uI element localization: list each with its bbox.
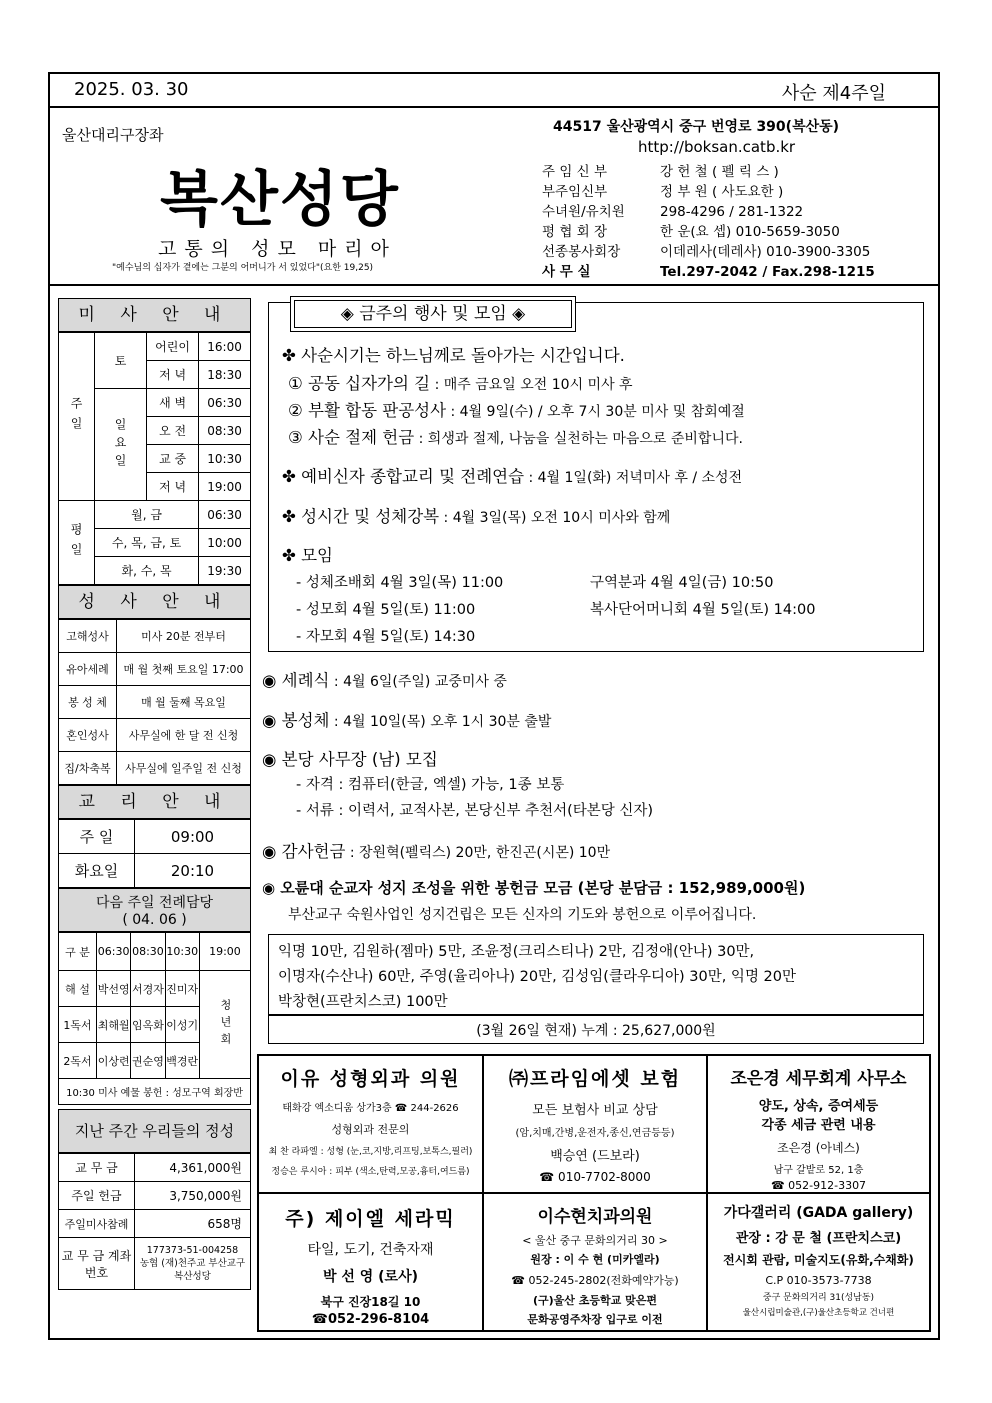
duty-table: 구 분 06:30 08:30 10:30 19:00 해 설 박선영 서경자 진미자 청년회 1독서 최해월 임옥화 이성기 2독서 이상련 권순영 백경란 10:30 미사 예물 봉헌 : 성모구역 회장반	[58, 932, 251, 1105]
staff-row: 수녀원/유치원 298-4296 / 281-1322	[542, 204, 804, 220]
sat-label: 토	[95, 333, 147, 389]
sunday-label: 주일	[59, 333, 95, 501]
patron: 고통의 성모 마리아	[158, 238, 397, 260]
catechism-title: 교 리 안 내	[58, 785, 251, 819]
meeting-item: - 성모회 4월 5일(토) 11:00	[296, 602, 476, 618]
header-divider	[50, 284, 938, 286]
thanks-notice: ◉ 감사헌금 : 장원혁(펠릭스) 20만, 한진곤(시몬) 10만	[262, 842, 611, 861]
duty-note: 10:30 미사 예물 봉헌 : 성모구역 회장반	[59, 1079, 251, 1105]
meeting-item: 복사단어머니회 4월 5일(토) 14:00	[590, 602, 816, 618]
lent-item: ③ 사순 절제 헌금 : 희생과 절제, 나눔을 실천하는 마음으로 준비합니다.	[288, 428, 743, 447]
header-divider	[50, 106, 938, 108]
recruit-line: - 서류 : 이력서, 교적사본, 본당신부 추천서(타본당 신자)	[296, 803, 654, 819]
holyhour-event: ✤ 성시간 및 성체강복 : 4월 3일(목) 오전 10시 미사와 함께	[282, 507, 671, 526]
bulletin-date: 2025. 03. 30	[74, 79, 189, 100]
offering-title: 지난 주간 우리들의 정성	[58, 1109, 251, 1153]
events-title: ◈ 금주의 행사 및 모임 ◈	[290, 296, 576, 332]
ads-section	[257, 1054, 931, 1332]
meeting-heading: ✤ 모임	[282, 546, 333, 565]
meeting-item: - 성체조배회 4월 3일(목) 11:00	[296, 575, 504, 591]
staff-row: 선종봉사회장 이데레사(데레사) 010-3900-3305	[542, 244, 871, 260]
duty-header: 다음 주일 전례담당 ( 04. 06 )	[58, 888, 251, 932]
ad-clinic: 이유 성형외과 의원 태화강 엑소디움 상가3층 ☎ 244-2626 성형외과 전문의 최 찬 라파엘 : 성형 (눈,코,지방,리프팅,보톡스,필러) 정승은 루시아 : 피부 (색소,탄력,모공,흉터,여드름)	[258, 1055, 483, 1193]
staff-row: 주 임 신 부 강 헌 철 ( 펠 릭 스 )	[542, 164, 779, 180]
donor-line: 익명 10만, 김원하(젬마) 5만, 조윤정(크리스티나) 2만, 김정애(안나) 30만,	[278, 944, 755, 960]
lent-item: ① 공동 십자가의 길 : 매주 금요일 오전 10시 미사 후	[288, 374, 633, 393]
ad-gallery: 가다갤러리 (GADA gallery) 관장 : 강 문 철 (프란치스코) 전시회 관람, 미술지도(유화,수채화) C.P 010-3573-7738 중구 문화의거리 31(성남동) 울산시립미술관,(구)울산초등학교 건너편	[707, 1193, 930, 1331]
donor-line: 이명자(수산나) 60만, 주영(율리아나) 20만, 김성임(클라우디아) 30만, 익명 20만	[278, 969, 797, 985]
bulletin-frame	[48, 72, 940, 1340]
recruit-heading: ◉ 본당 사무장 (남) 모집	[262, 750, 438, 769]
mass-title: 미 사 안 내	[58, 298, 251, 332]
youth-group: 청년회	[199, 971, 250, 1079]
communion-notice: ◉ 봉성체 : 4월 10일(목) 오후 1시 30분 출발	[262, 711, 552, 730]
quote: "예수님의 십자가 곁에는 그분의 어머니가 서 있었다"(요한 19,25)	[112, 263, 374, 273]
meeting-item: - 자모회 4월 5일(토) 14:30	[296, 629, 476, 645]
liturgical-week: 사순 제4주일	[781, 83, 886, 104]
lent-heading: ✤ 사순시기는 하느님께로 돌아가는 시간입니다.	[282, 346, 625, 365]
weekday-label: 평일	[59, 501, 95, 585]
sacrament-table: 고해성사 미사 20분 전부터 유아세례 매 월 첫째 토요일 17:00 봉 성 체 매 월 둘째 목요일 혼인성사 사무실에 한 달 전 신청 집/차축복 사무실에 일주일 전 신청	[58, 619, 251, 785]
ad-ceramic: 주) 제이엘 세라믹 타일, 도기, 건축자재 박 선 영 (로사) 북구 진장18길 10 ☎052-296-8104	[258, 1193, 483, 1331]
staff-row: 사 무 실 Tel.297-2042 / Fax.298-1215	[542, 264, 875, 280]
shrine-text: 부산교구 숙원사업인 성지건립은 모든 신자의 기도와 봉헌으로 이루어집니다.	[288, 907, 757, 923]
donation-total: (3월 26일 현재) 누계 : 25,627,000원	[476, 1023, 716, 1039]
staff-row: 평 협 회 장 한 운(요 셉) 010-5659-3050	[542, 224, 840, 240]
left-column	[58, 298, 251, 1290]
address: 44517 울산광역시 중구 번영로 390(복산동)	[553, 119, 840, 135]
website-link[interactable]: http://boksan.catb.kr	[638, 138, 796, 156]
catechism-table: 주 일 09:00 화요일 20:10	[58, 819, 251, 888]
sacrament-title: 성 사 안 내	[58, 585, 251, 619]
mass-table: 주일 토 어린이 16:00 저 녁 18:30 일요일 새 벽 06:30 오 전 08:30 교 중 10:30 저 녁 19:00 평일 월, 금 06:30 수, 목, 금, 토 10:00 화, 수, 목 19:30	[58, 332, 251, 585]
offering-table: 교 무 금 4,361,000원 주일 헌금 3,750,000원 주일미사참례 658명 교 무 금 계좌번호 177373-51-004258 농협 (재)천주교 부산교구 복산성당	[58, 1153, 251, 1290]
ad-tax-office: 조은경 세무회계 사무소 양도, 상속, 증여세등 각종 세금 관련 내용 조은경 (아녜스) 남구 갈밭로 52, 1층 ☎ 052-912-3307	[707, 1055, 930, 1193]
ad-insurance: ㈜프라임에셋 보험 모든 보험사 비교 상담 (암,치매,간병,운전자,종신,연금등등) 백승연 (드보라) ☎ 010-7702-8000	[483, 1055, 707, 1193]
church-name: 복산성당	[160, 165, 400, 235]
meeting-item: 구역분과 4월 4일(금) 10:50	[590, 575, 774, 591]
baptism-notice: ◉ 세례식 : 4월 6일(주일) 교중미사 중	[262, 671, 507, 690]
staff-row: 부주임신부 정 부 원 ( 사도요한 )	[542, 184, 784, 200]
diocese: 울산대리구장좌	[62, 126, 164, 144]
lent-item: ② 부활 합동 판공성사 : 4월 9일(수) / 오후 7시 30분 미사 및 참회예절	[288, 401, 745, 420]
donor-line: 박창현(프란치스코) 100만	[278, 994, 448, 1010]
shrine-heading: ◉ 오륜대 순교자 성지 조성을 위한 봉헌금 모금 (본당 분담금 : 152,989,000원)	[262, 879, 806, 897]
sun-label: 일요일	[95, 389, 147, 501]
catechumen-event: ✤ 예비신자 종합교리 및 전례연습 : 4월 1일(화) 저녁미사 후 / 소성전	[282, 467, 743, 486]
ad-dental: 이수현치과의원 < 울산 중구 문화의거리 30 > 원장 : 이 수 현 (미카엘라) ☎ 052-245-2802(전화예약가능) (구)울산 초등학교 맞은편 문화공영주차장 입구로 이전	[483, 1193, 707, 1331]
recruit-line: - 자격 : 컴퓨터(한글, 엑셀) 가능, 1종 보통	[296, 777, 565, 793]
